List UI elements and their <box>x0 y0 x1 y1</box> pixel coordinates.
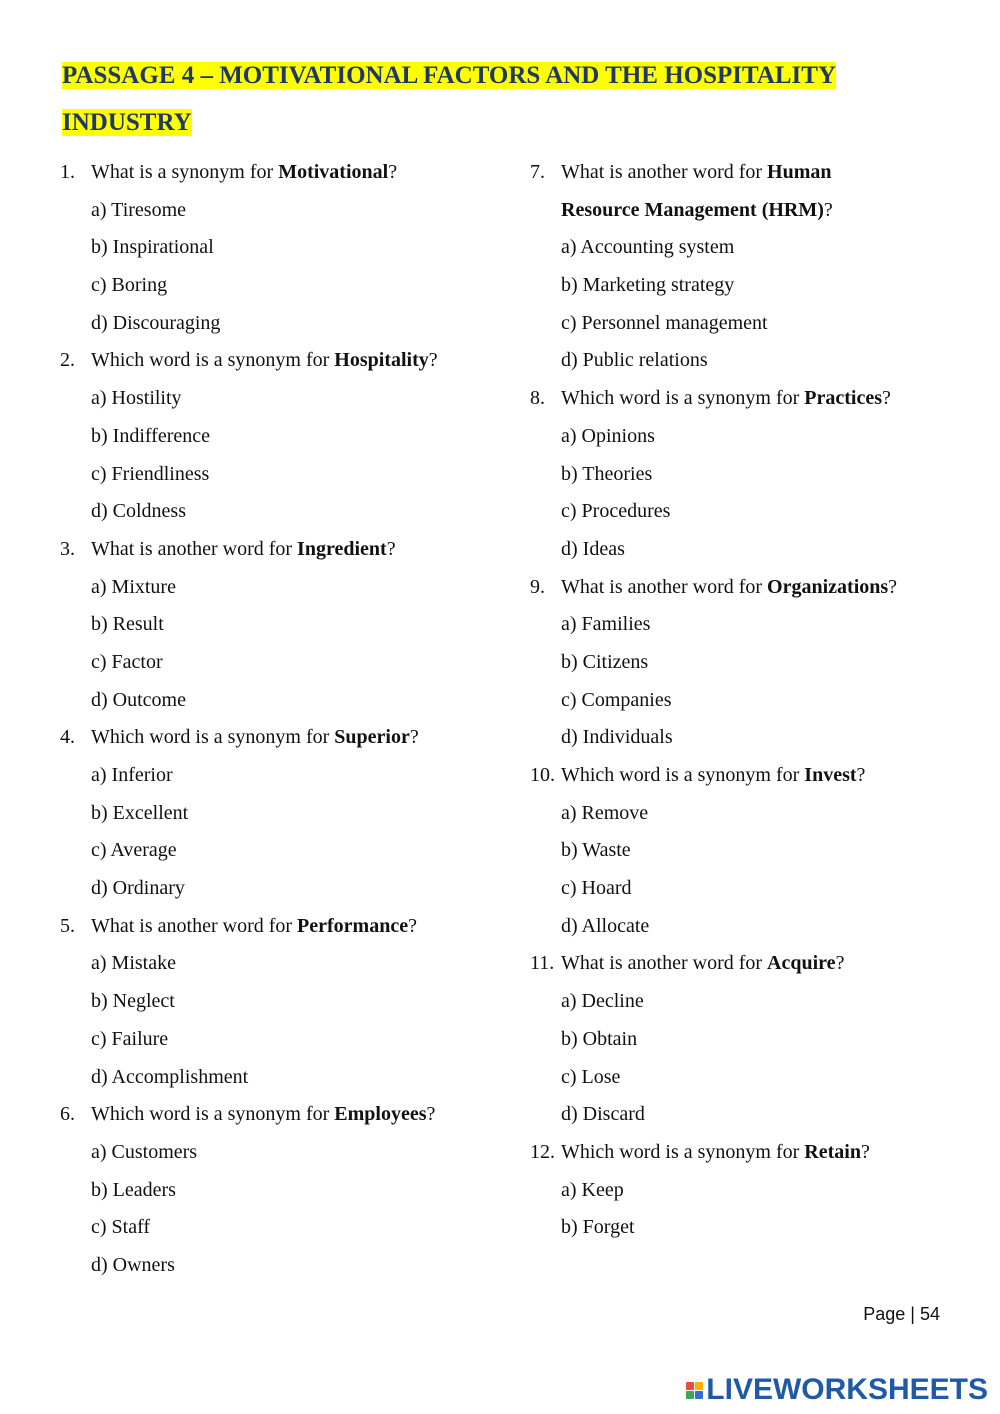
question-prompt <box>60 1096 438 1134</box>
answer-option: a) Customers <box>91 1140 198 1163</box>
question-number: 2. <box>60 349 75 372</box>
question-text: What is another word for <box>561 952 768 975</box>
question-number: 7. <box>530 161 545 183</box>
answer-option: d) Coldness <box>91 500 186 523</box>
question-text: What is a synonym for <box>91 161 279 183</box>
answer-option: b) Neglect <box>91 990 175 1013</box>
question-number: 4. <box>60 726 75 749</box>
answer-option: b) Result <box>91 613 164 636</box>
answer-option: d) Accomplishment <box>91 1065 249 1088</box>
question-punctuation: ? <box>856 764 866 786</box>
question-prompt <box>530 569 897 607</box>
question-text: Which word is a synonym for <box>561 387 805 410</box>
answer-option: d) Discouraging <box>91 311 221 334</box>
question-keyword: Employees <box>334 1103 427 1126</box>
liveworksheets-wordmark: LIVEWORKSHEETS <box>706 1373 988 1406</box>
logo-tile <box>695 1382 703 1390</box>
right-question-column <box>530 154 897 1247</box>
answer-option: c) Staff <box>91 1216 151 1239</box>
question-prompt <box>530 945 897 983</box>
question-punctuation: ? <box>882 387 891 410</box>
question-keyword: Performance <box>297 914 409 937</box>
question-prompt <box>60 154 438 192</box>
answer-option: b) Waste <box>561 839 631 862</box>
left-question-column <box>60 154 438 1285</box>
question-keyword: Retain <box>804 1140 861 1163</box>
question-keyword: Hospitality <box>334 349 429 372</box>
logo-tile <box>686 1382 694 1390</box>
answer-option: b) Theories <box>561 462 653 485</box>
answer-option: a) Accounting system <box>561 236 735 259</box>
answer-option: a) Opinions <box>561 424 655 447</box>
question-punctuation: ? <box>386 537 396 560</box>
question-keyword: Organizations <box>767 575 889 598</box>
answer-option: a) Families <box>561 613 651 636</box>
answer-option: c) Procedures <box>561 500 671 523</box>
question-number: 1. <box>60 161 75 183</box>
liveworksheets-logo <box>686 1373 988 1407</box>
question-text: Which word is a synonym for <box>91 1103 335 1126</box>
question-number: 6. <box>60 1103 75 1126</box>
answer-option: c) Personnel management <box>561 311 768 334</box>
answer-option: b) Obtain <box>561 1027 638 1050</box>
answer-option: b) Excellent <box>91 801 189 824</box>
question-punctuation: ? <box>823 198 833 221</box>
question-number: 12. <box>530 1140 555 1163</box>
answer-option: b) Marketing strategy <box>561 274 735 297</box>
question-text: What is another word for <box>561 161 768 183</box>
answer-option: d) Ordinary <box>91 877 185 900</box>
question-punctuation: ? <box>426 1103 436 1126</box>
answer-option: c) Lose <box>561 1065 621 1088</box>
question-punctuation: ? <box>888 575 898 598</box>
page-number: Page | 54 <box>863 1304 940 1324</box>
question-keyword: Invest <box>804 764 857 786</box>
liveworksheets-icon <box>686 1382 703 1399</box>
answer-option: d) Ideas <box>561 537 625 560</box>
question-punctuation: ? <box>388 161 398 183</box>
answer-option: c) Companies <box>561 688 672 711</box>
question-number: 5. <box>60 914 75 937</box>
logo-tile <box>686 1391 694 1399</box>
answer-option: c) Friendliness <box>91 462 210 485</box>
question-text: What is another word for <box>91 537 298 560</box>
question-text: Which word is a synonym for <box>91 726 335 749</box>
answer-option: a) Mistake <box>91 952 176 975</box>
answer-option: c) Factor <box>91 650 163 673</box>
answer-option: c) Hoard <box>561 877 632 900</box>
logo-tile <box>695 1391 703 1399</box>
answer-option: d) Individuals <box>561 726 673 749</box>
question-prompt <box>60 908 438 946</box>
question-keyword: Ingredient <box>297 537 387 560</box>
answer-option: b) Leaders <box>91 1178 176 1201</box>
question-text: Which word is a synonym for <box>561 1140 805 1163</box>
question-prompt <box>530 1134 897 1172</box>
answer-option: c) Failure <box>91 1027 169 1050</box>
answer-option: a) Tiresome <box>91 198 186 221</box>
question-number: 11. <box>530 952 555 975</box>
question-keyword: Superior <box>334 726 410 749</box>
question-keyword: Resource Management (HRM) <box>561 198 824 221</box>
page-title: PASSAGE 4 – MOTIVATIONAL FACTORS AND THE HOSPITALITY <box>62 62 837 89</box>
question-prompt <box>60 342 438 380</box>
question-punctuation: ? <box>860 1140 870 1163</box>
answer-option: b) Indifference <box>91 424 211 447</box>
answer-option: a) Keep <box>561 1178 624 1201</box>
question-prompt-continued <box>530 192 897 230</box>
question-punctuation: ? <box>409 726 419 749</box>
question-punctuation: ? <box>835 952 845 975</box>
question-number: 10. <box>530 764 555 786</box>
answer-option: a) Inferior <box>91 764 173 786</box>
title-line-2 <box>60 105 194 141</box>
question-prompt <box>530 380 897 418</box>
title-line-1 <box>60 58 838 94</box>
question-prompt <box>530 757 897 795</box>
question-keyword: Practices <box>804 387 883 410</box>
question-number: 9. <box>530 575 545 598</box>
question-punctuation: ? <box>408 914 417 937</box>
answer-option: d) Outcome <box>91 688 186 711</box>
question-keyword: Acquire <box>767 952 836 975</box>
answer-option: a) Remove <box>561 801 649 824</box>
question-keyword: Motivational <box>278 161 389 183</box>
page-title-continued: INDUSTRY <box>62 109 192 136</box>
answer-option: b) Citizens <box>561 650 649 673</box>
question-text: What is another word for <box>91 914 298 937</box>
question-punctuation: ? <box>428 349 438 372</box>
question-prompt <box>60 719 438 757</box>
question-prompt <box>530 154 897 192</box>
answer-option: d) Discard <box>561 1103 645 1126</box>
question-number: 3. <box>60 537 75 560</box>
answer-option: a) Decline <box>561 990 644 1013</box>
question-number: 8. <box>530 387 545 410</box>
answer-option: b) Inspirational <box>91 236 214 259</box>
question-text: What is another word for <box>561 575 768 598</box>
question-keyword: Human <box>767 161 832 183</box>
answer-option: c) Average <box>91 839 177 862</box>
answer-option: d) Public relations <box>561 349 708 372</box>
question-text: Which word is a synonym for <box>561 764 805 786</box>
question-text: Which word is a synonym for <box>91 349 335 372</box>
answer-option: a) Hostility <box>91 387 182 410</box>
answer-option: c) Boring <box>91 274 168 297</box>
answer-option: a) Mixture <box>91 575 176 598</box>
answer-option: d) Owners <box>91 1253 175 1276</box>
answer-option: d) Allocate <box>561 914 650 937</box>
answer-option: b) Forget <box>561 1216 635 1239</box>
question-prompt <box>60 531 438 569</box>
